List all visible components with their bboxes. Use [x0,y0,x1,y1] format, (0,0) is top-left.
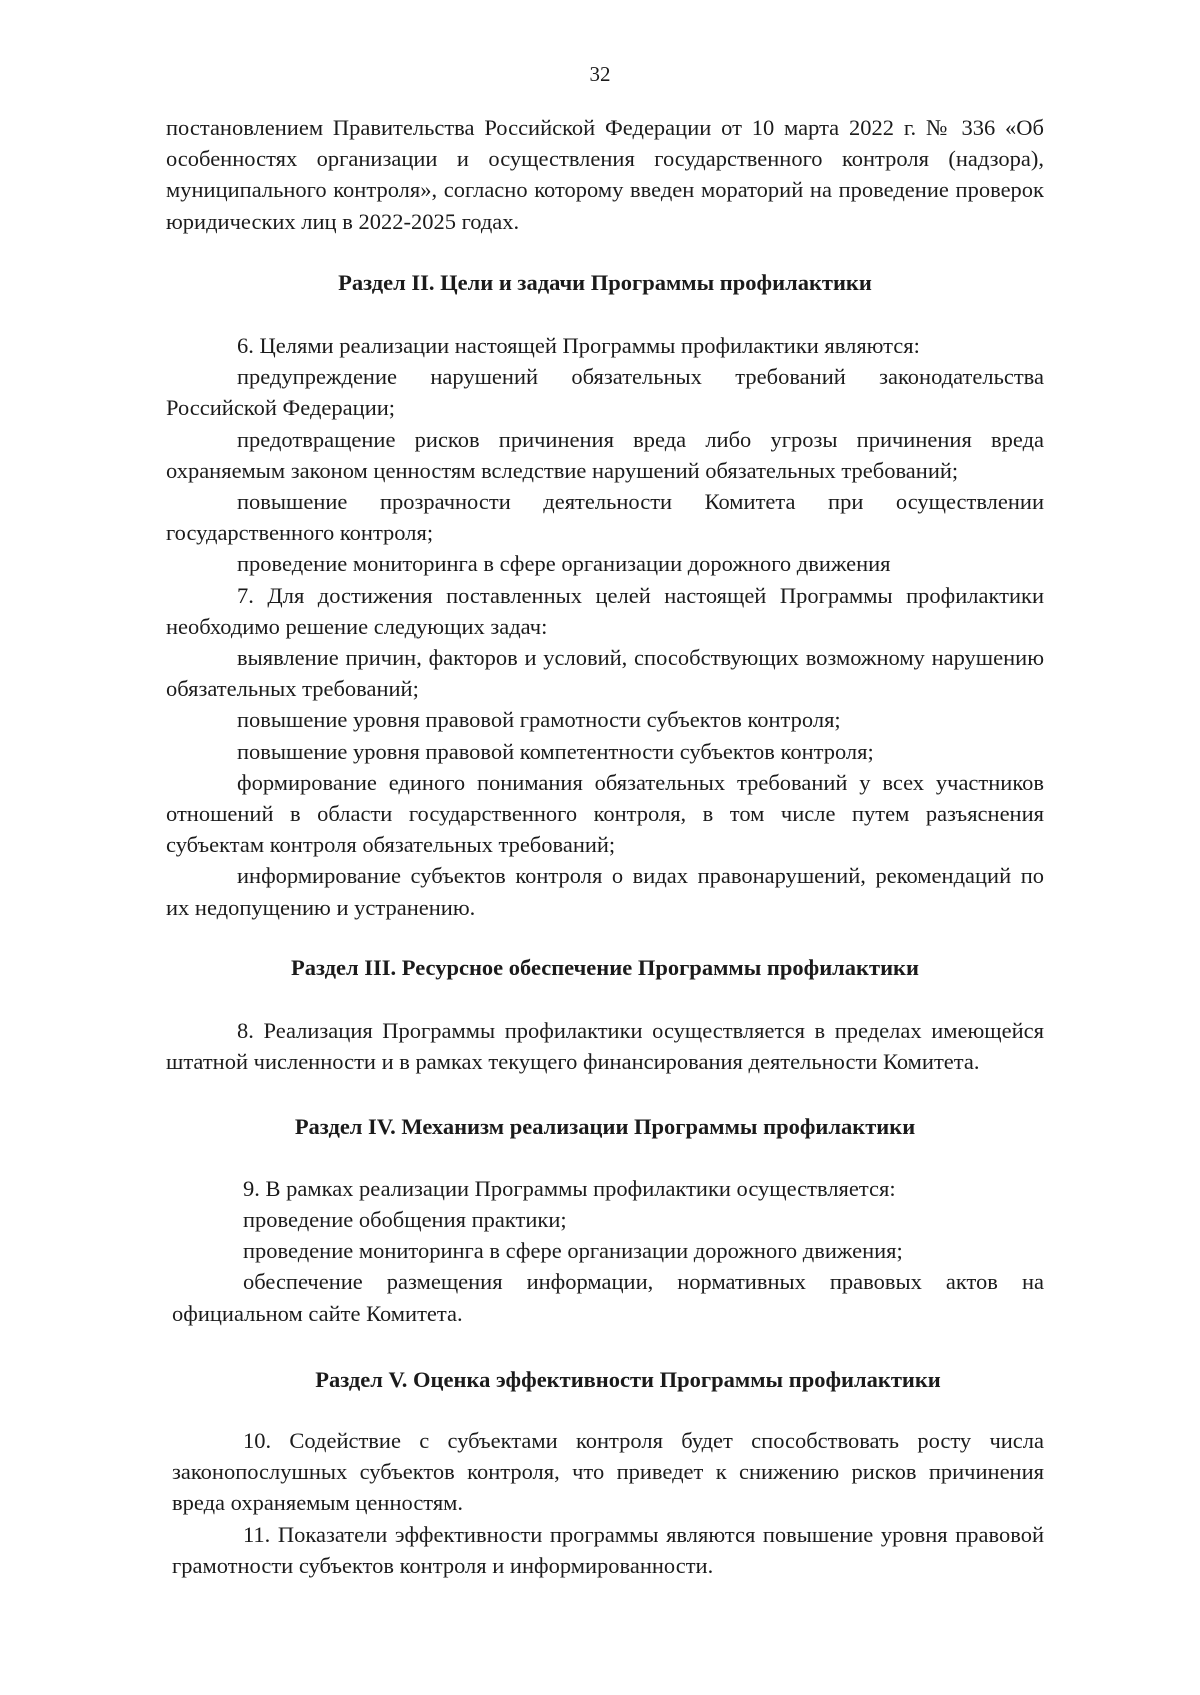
mechanism-item: обеспечение размещения информации, нормативных правовых актов на официальном сайте Комитета. [172,1269,1044,1326]
section-5-title: Раздел V. Оценка эффективности Программы профилактики [315,1366,941,1392]
goal-item: проведение мониторинга в сфере организации дорожного движения [237,551,891,577]
section-2-title: Раздел II. Цели и задачи Программы профилактики [338,269,872,295]
section-4-body [166,1173,1044,1329]
mechanism-item: проведение обобщения практики; [243,1206,567,1232]
goal-item: повышение прозрачности деятельности Комитета при осуществлении государственного контроля; [166,489,1044,546]
task-item: повышение уровня правовой грамотности субъектов контроля; [237,707,841,733]
task-item: информирование субъектов контроля о видах правонарушений, рекомендаций по их недопущению и устранению. [166,863,1044,920]
paragraph-8: 8. Реализация Программы профилактики осуществляется в пределах имеющейся штатной численности и в рамках текущего финансирования деятельности Комитета. [166,1018,1044,1075]
paragraph-9: 9. В рамках реализации Программы профилактики осуществляется: [243,1175,896,1201]
mechanism-item: проведение мониторинга в сфере организации дорожного движения; [243,1238,903,1264]
page-number: 32 [589,62,611,86]
goal-item: предупреждение нарушений обязательных требований законодательства Российской Федерации; [166,364,1044,421]
paragraph-6: 6. Целями реализации настоящей Программы профилактики являются: [237,333,920,359]
section-3-title: Раздел III. Ресурсное обеспечение Программы профилактики [291,954,919,980]
section-4-title: Раздел IV. Механизм реализации Программы профилактики [294,1114,916,1140]
task-item: повышение уровня правовой компетентности субъектов контроля; [237,738,874,764]
document-body [166,112,1044,1581]
goal-item: предотвращение рисков причинения вреда либо угрозы причинения вреда охраняемым законом ценностям вследствие нарушений обязательных требований; [166,426,1044,483]
task-item: формирование единого понимания обязательных требований у всех участников отношений в области государственного контроля, в том числе путем разъяснения субъектам контроля обязательных требований; [166,769,1044,858]
intro-paragraph: постановлением Правительства Российской Федерации от 10 марта 2022 г. № 336 «Об особенностях организации и осуществления государственного контроля (надзора), муниципального контроля», согласно которому введен мораторий на проведение проверок юридических лиц в 2022-2025 годах. [166,115,1044,234]
section-5-body [166,1425,1044,1581]
task-item: выявление причин, факторов и условий, способствующих возможному нарушению обязательных требований; [166,645,1044,702]
paragraph-7: 7. Для достижения поставленных целей настоящей Программы профилактики необходимо решение следующих задач: [166,582,1044,639]
paragraph-11: 11. Показатели эффективности программы являются повышение уровня правовой грамотности субъектов контроля и информированности. [172,1521,1044,1578]
paragraph-10: 10. Содействие с субъектами контроля будет способствовать росту числа законопослушных субъектов контроля, что приведет к снижению рисков причинения вреда охраняемым ценностям. [172,1427,1044,1516]
